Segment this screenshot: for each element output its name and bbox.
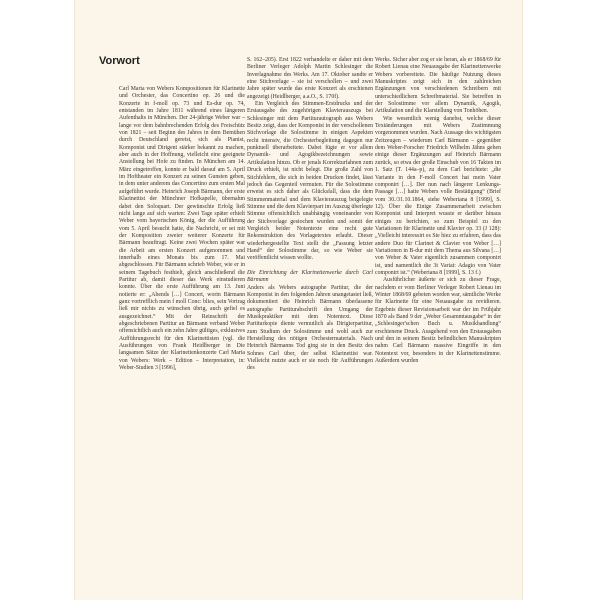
paragraph: Werks. Sicher aber zog er sie heran, als er 1868/69 für Robert Lienau eine Neuausgabe der Klarinettenwerke Webers vorbereitete. Die häufige Nutzung dieses Manuskriptes zeigt sich in den zahlreichen Ergänzungen von verschiedenen Schreibern mit unterschiedlichem Schreibmaterial. Sie betreffen in der Solostimme vor allem Dynamik, Agogik, Artikulation und die Klarstellung von Tonhöhen. xyxy=(375,57,501,115)
page xyxy=(75,0,522,600)
text-column-3 xyxy=(375,57,501,365)
paragraph: Anders als Webers autographe Partitur, die der Komponist in den folgenden Jahren unangetastet ließ, dokumentiert die Heinrich Bärmann überlassene autographe Partiturabschrift den Umgang der Musikpraktiker mit dem Notentext. Diese Partiturkopie diente vermutlich als Dirigierpartitur, zum Studium der Solostimme und wohl auch zur Herstellung des nötigen Orchestermaterials. Nach Heinrich Bärmanns Tod ging sie in den Besitz des Sohnes Carl über, der selbst Klarinettist war. Vielleicht nutzte auch er sie noch für Aufführungen des xyxy=(247,284,373,372)
section-subheading: Die Einrichtung der Klarinettenwerke durch Carl Bärmann xyxy=(247,269,373,284)
text-column-2 xyxy=(247,57,373,373)
text-column-1 xyxy=(119,86,245,372)
paragraph: Ausführlicher äußerte er sich zu dieser Frage, nachdem er vom Berliner Verleger Robert Lienau im Winter 1868/69 gebeten worden war, sämtliche Werke für Klarinette für eine Neuausgabe zu revidieren. Ergebnis dieser Revisionsarbeit war der im Frühjahr 1870 als Band 9 der „Weber Gesammtausgabe“ in der „Schlesinger'schen Buch u. Musikhandlung“ erschienene Druck. Ausgehend von den Erstausgaben und den in seinem Besitz befindlichen Manuskripten nahm Carl Bärmann massive Eingriffe in den Notentext vor, besonders in der Klarinettenstimme. Außerdem wurden xyxy=(375,277,501,365)
paragraph: Ein Vergleich des Stimmen-Erstdrucks und der Erstausgabe des zugehörigen Klavierauszugs bei Schlesinger mit dem Partiturautograph aus Webers Besitz zeigt, dass der Komponist in der verschollenen Stichvorlage die Solostimme in einigen Aspekten recht intensiv, die Orchesterbegleitung dagegen nur punktuell überarbeitete. Dabei fügte er vor allem Dynamik- und Agogikbezeichnungen sowie Artikulation hinzu. Ob er jenals Korrekturfahnen zum Druck erhielt, ist nicht belegt. Die große Zahl von Stichfehlern, die sich in beiden Drucken findet, lässt jedoch das Gegenteil vermuten. Für die Solostimme erweist es sich daher als Glücksfall, dass die dem Stimmenmaterial und dem Klavierauszug beigelegte Stimme und die dem Klavierpart im Auszug überlegte Stimme offensichtlich unabhängig voneinander von der Stichvorlage gestochen wurden und somit der Vergleich beider Notentexte eine recht gute Rekonstruktion des Vorlagetextes erlaubt. Dieser wiederhergestellte Text stellt die „Fassung letzter Hand“ der Solostimme dar, so wie Weber sie veröffentlicht wissen wollte. xyxy=(247,101,373,262)
paragraph: Wie wesentlich wenig danebst, welche dieser Textänderungen mit Webers Zustimmung vorgenommen wurden. Nach Aussage des wichtigsten Zeitzeugen – wiederum Carl Bärmann – gegenüber dem Weber-Forscher Friedrich Wilhelm Jähns gehen einige dieser Ergänzungen auf Heinrich Bärmann zurück, so etwa der große Einschub von 16 Takten im 1. Satz (T. 144a–p), zu dem Carl berichtete: „die Variante in den F-moll Concert hat mein Vater componirt […]. Der nun nach längerer Lenkungs-Passage […] hatte Webers volle Bestätigung“ (Brief vom 30./31.10.1864, siehe Weberiana 8 [1999], S. 12). Über die Einige Zusammenarbeit zwischen Komponist und Interpret wusste er darüber hinaus einiges zu berichten, so zum Beispiel zu den Variationen für Klarinette und Klavier op. 33 (J 128): „Vielleicht interessirt es Sie hiez zu erfahren, dass das andere Duo für Clarinet & Clavier von Weber […] Variationen in B-dur mit dem Thema aus Silvana […] von Weber & Vater eigentlich zusammen componirt ist, und namentlich die 3t Variat: Adagio von Vater componirt ist.“ (Weberiana 8 [1999], S. 13 f.) xyxy=(375,115,501,276)
paragraph: Carl Maria von Webers Kompositionen für Klarinette und Orchester, das Concertino op. 26 und die Konzerte in f-moll op. 73 und Es-dur op. 74, entstanden im Jahre 1811 während eines längeren Aufenthalts in München. Der 24-jährige Weber war – lange vor dem bahnbrechenden Erfolg des Freischütz von 1821 – seit Beginn des Jahres in dem Bemühen durch Deutschland gereist, sich als Pianist, Komponist und Dirigent stärker bekannt zu machen, aber auch in der Hoffnung, vielleicht eine geeignete Anstellung bei Hofe zu finden. In München am 14. März eingetroffen, konnte er bald darauf am 5. April im Hoftheater ein Konzert zu seinen Gunsten geben, in dem unter anderem das Concertino zum ersten Mal aufgeführt wurde. Heinrich Joseph Bärmann, der erste Klarinettist der Münchner Hofkapelle, übernahm dabei den Soloquart. Der gewünschte Erfolg ließ nicht lange auf sich warten: Zwei Tage später erhielt Weber vom bayerischen König, der die Aufführung vom 5. April besucht hatte, die Nachricht, er sei mit der Komposition zweier weiterer Konzerte für Bärmann beauftragt. Keine zwei Wochen später war die Arbeit am ersten Konzert aufgenommen und innerhalb eines Monats bis zum 17. Mai abgeschlossen. Für Bärmann schrieb Weber, wie er in seinem Tagebuch festhielt, gleich anschließend die Partitur ab, damit dieser das Werk einstudieren konnte. Über die erste Aufführung am 13. Juni notierte er: „Abends […] Concert, worin Bärmann ganz vortrefflich mein f moll Conc: blies, sein Vortrag ließ mir nichts zu wünschen übrig, auch gefiel es ausgezeichnet.“ Mit der Reinschrift der abgeschriebenen Partitur an Bärmann verband Weber offensichtlich auch ein zehn Jahre gültiges, exklusives Aufführungsrecht für den Klarinettisten (vgl. die Ausführungen von Frank Heidlberger in Die langsamen Sätze der Klarinettenkonzerte Carl Maria von Webers: Werk – Edition – Interpretation, in: Weber-Studien 3 [1996], xyxy=(119,86,245,372)
page-title: Vorwort xyxy=(99,55,140,67)
paragraph: S. 162–205). Erst 1822 verhandelte er daher mit dem Berliner Verleger Adolph Martin Schlesinger die Inverlagnahme des Werks. Am 17. Oktober sandte er eine Stichvorlage – sie ist verschollen – und zwei Jahre später wurde das erste Konzert als erschienen angezeigt (Heidlberger, a.a.O., S. 170f). xyxy=(247,57,373,100)
